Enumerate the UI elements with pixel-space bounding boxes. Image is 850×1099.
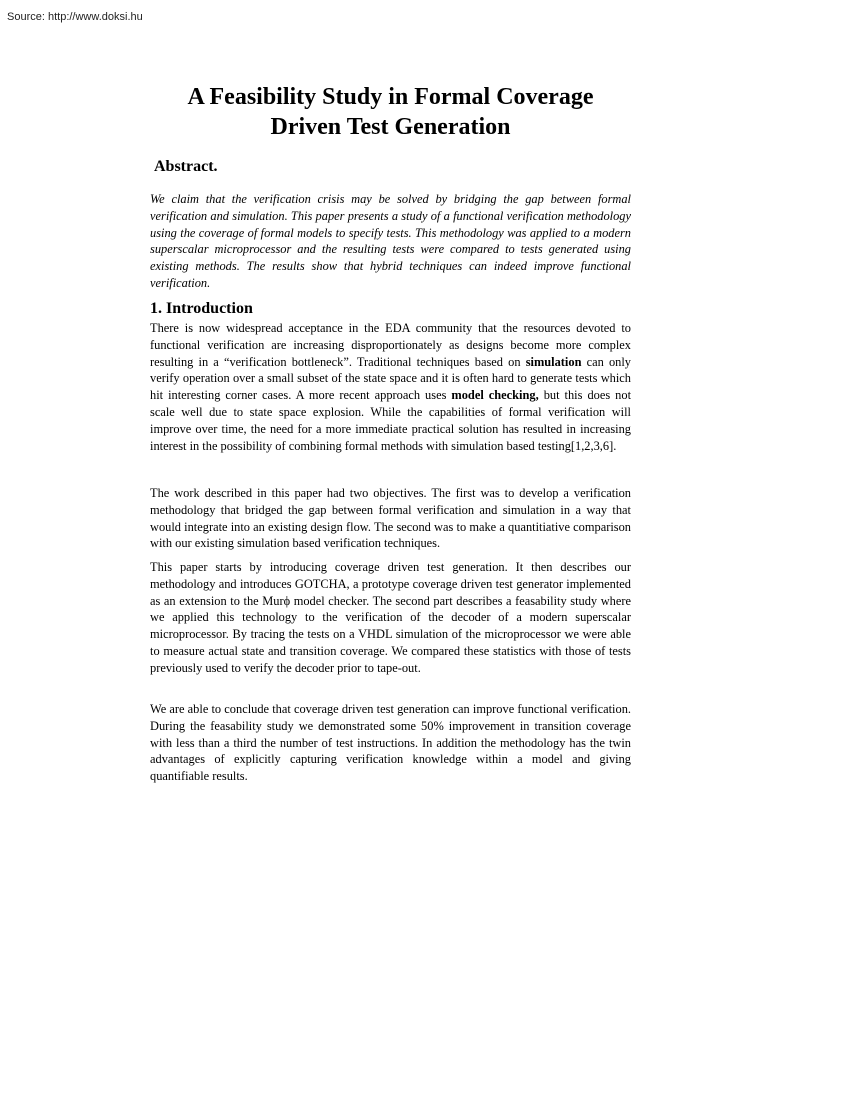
- paper-title: [150, 82, 631, 142]
- intro-paragraph-2: The work described in this paper had two objectives. The first was to develop a verification methodology that bridged the gap between formal verification and simulation in a way that would integrate into an existing design flow. The second was to make a quantitiative comparison with our existing simulation based verification techniques.: [150, 486, 631, 551]
- abstract-text: We claim that the verification crisis may be solved by bridging the gap between formal verification and simulation. This paper presents a study of a functional verification methodology using the coverage of formal models to specify tests. This methodology was applied to a modern superscalar microprocessor and the resulting tests were compared to tests generated using existing methods. The results show that hybrid techniques can indeed improve functional verification.: [150, 192, 631, 290]
- introduction-heading: 1. Introduction: [150, 300, 253, 317]
- abstract-heading: Abstract.: [154, 158, 218, 175]
- title-line-1: A Feasibility Study in Formal Coverage: [187, 84, 594, 110]
- intro-paragraph-4: We are able to conclude that coverage driven test generation can improve functional verification. During the feasability study we demonstrated some 50% improvement in transition coverage with less than a third the number of test instructions. In addition the methodology has the twin advantages of explicitly capturing verification knowledge within a model and giving quantifiable results.: [150, 702, 631, 784]
- title-line-2: Driven Test Generation: [270, 114, 511, 140]
- intro-p1-bold-model-checking: model checking,: [451, 388, 539, 403]
- intro-p1-bold-simulation: simulation: [525, 354, 582, 369]
- intro-p1-text-1: There is now widespread acceptance in the EDA community that the resources devoted to functional verification are increasing disproportionately as designs become more complex resulting in a “verification bottleneck”. Traditional techniques based on: [150, 321, 631, 369]
- intro-p1-text-3: but this does not scale well due to state space explosion. While the capabilities of formal verification will improve over time, the need for a more immediate practical solution has resulted in increasing interest in the possibility of combining formal methods with simulation based testing[1,2,3,6].: [150, 388, 632, 453]
- intro-paragraph-1: [150, 320, 631, 454]
- intro-p1-text-2: can only verify operation over a small subset of the state space and it is often hard to generate tests which hit interesting corner cases. A more recent approach uses: [150, 354, 632, 403]
- source-label: Source: http://www.doksi.hu: [7, 11, 143, 23]
- intro-paragraph-3: This paper starts by introducing coverage driven test generation. It then describes our methodology and introduces GOTCHA, a prototype coverage driven test generator implemented as an extension to the Murϕ model checker. The second part describes a feasability study where we applied this technology to the verification of the decoder of a modern superscalar microprocessor. By tracing the tests on a VHDL simulation of the microprocessor we were able to measure actual state and transition coverage. We compared these statistics with those of tests previously used to verify the decoder prior to tape-out.: [150, 560, 631, 675]
